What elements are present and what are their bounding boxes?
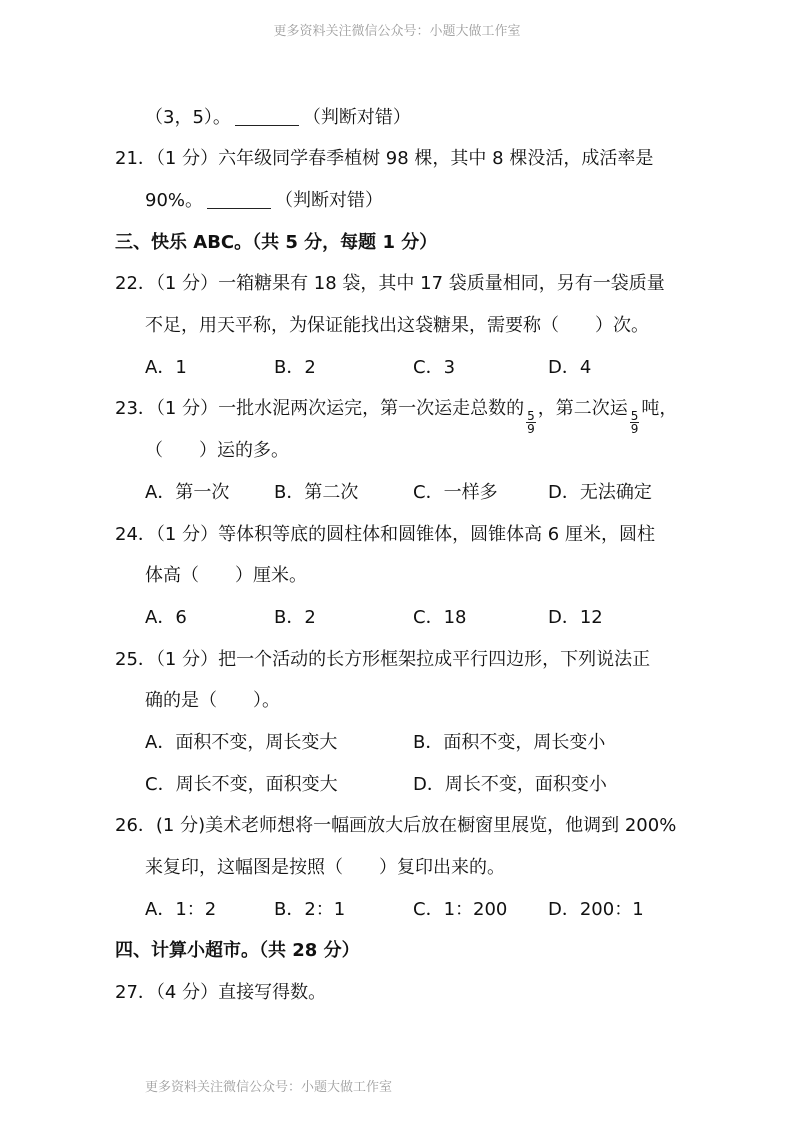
q24-line2: 体高（ ）厘米。 xyxy=(145,565,307,586)
q23-fraction-2 xyxy=(630,410,640,435)
q21-answer-blank xyxy=(207,190,271,209)
q21-suffix: （判断对错） xyxy=(275,190,384,211)
q24-option-c: C．18 xyxy=(413,607,467,628)
q24-option-d: D．12 xyxy=(548,607,603,628)
section4-heading: 四、计算小超市。（共 28 分） xyxy=(115,940,360,961)
q23-option-b: B．第二次 xyxy=(274,482,359,503)
q23-part3: 吨， xyxy=(641,398,678,419)
q26-option-b: B．2：1 xyxy=(274,899,346,920)
q24-line1: 24．（1 分）等体积等底的圆柱体和圆锥体，圆锥体高 6 厘米，圆柱 xyxy=(115,524,655,545)
q25-option-b: B．面积不变，周长变小 xyxy=(413,732,606,753)
q23-frac1-denominator: 9 xyxy=(527,422,535,436)
q22-line1: 22．（1 分）一箱糖果有 18 袋，其中 17 袋质量相同，另有一袋质量 xyxy=(115,273,665,294)
q26-option-c: C．1：200 xyxy=(413,899,508,920)
watermark-bottom: 更多资料关注微信公众号：小题大做工作室 xyxy=(145,1080,393,1095)
q25-line1: 25．（1 分）把一个活动的长方形框架拉成平行四边形，下列说法正 xyxy=(115,649,651,670)
q21-line2-text: 90%。 xyxy=(145,190,204,211)
q20-tail xyxy=(145,106,411,130)
q23-option-c: C．一样多 xyxy=(413,482,498,503)
section3-heading: 三、快乐 ABC。（共 5 分，每题 1 分） xyxy=(115,232,438,253)
q22-option-c: C．3 xyxy=(413,357,456,378)
q22-line2: 不足，用天平称，为保证能找出这袋糖果，需要称（ ）次。 xyxy=(145,315,649,336)
q26-option-d: D．200：1 xyxy=(548,899,644,920)
q23-line2: （ ）运的多。 xyxy=(145,440,289,461)
q21-line1: 21．（1 分）六年级同学春季植树 98 棵，其中 8 棵没活，成活率是 xyxy=(115,148,654,169)
q20-suffix: （判断对错） xyxy=(302,107,411,128)
q23-frac2-denominator: 9 xyxy=(630,422,639,436)
q22-option-b: B．2 xyxy=(274,357,316,378)
q25-option-a: A．面积不变，周长变大 xyxy=(145,732,338,753)
q23-option-a: A．第一次 xyxy=(145,482,230,503)
q25-line2: 确的是（ ）。 xyxy=(145,690,280,711)
q27-line1: 27．（4 分）直接写得数。 xyxy=(115,982,327,1003)
q23-frac1-numerator: 5 xyxy=(527,409,535,423)
q23-frac2-numerator: 5 xyxy=(630,409,639,423)
q23-line1 xyxy=(115,397,677,435)
q23-part2: ，第二次运 xyxy=(537,398,628,419)
q20-answer-blank xyxy=(235,107,299,126)
q25-option-c: C．周长不变，面积变大 xyxy=(145,774,338,795)
q23-option-d: D．无法确定 xyxy=(548,482,652,503)
q26-option-a: A．1：2 xyxy=(145,899,217,920)
q21-line2 xyxy=(145,189,383,213)
q23-part1: 23．（1 分）一批水泥两次运完，第一次运走总数的 xyxy=(115,398,525,419)
watermark-top: 更多资料关注微信公众号：小题大做工作室 xyxy=(273,24,521,39)
q22-option-d: D．4 xyxy=(548,357,592,378)
q26-line1: 26．(1 分)美术老师想将一幅画放大后放在橱窗里展览，他调到 200% xyxy=(115,815,677,836)
q20-text: （3，5）。 xyxy=(145,107,231,128)
q24-option-a: A．6 xyxy=(145,607,187,628)
q22-option-a: A．1 xyxy=(145,357,187,378)
q25-option-d: D．周长不变，面积变小 xyxy=(413,774,607,795)
q23-fraction-1 xyxy=(526,410,536,435)
q24-option-b: B．2 xyxy=(274,607,316,628)
q26-line2: 来复印，这幅图是按照（ ）复印出来的。 xyxy=(145,857,505,878)
